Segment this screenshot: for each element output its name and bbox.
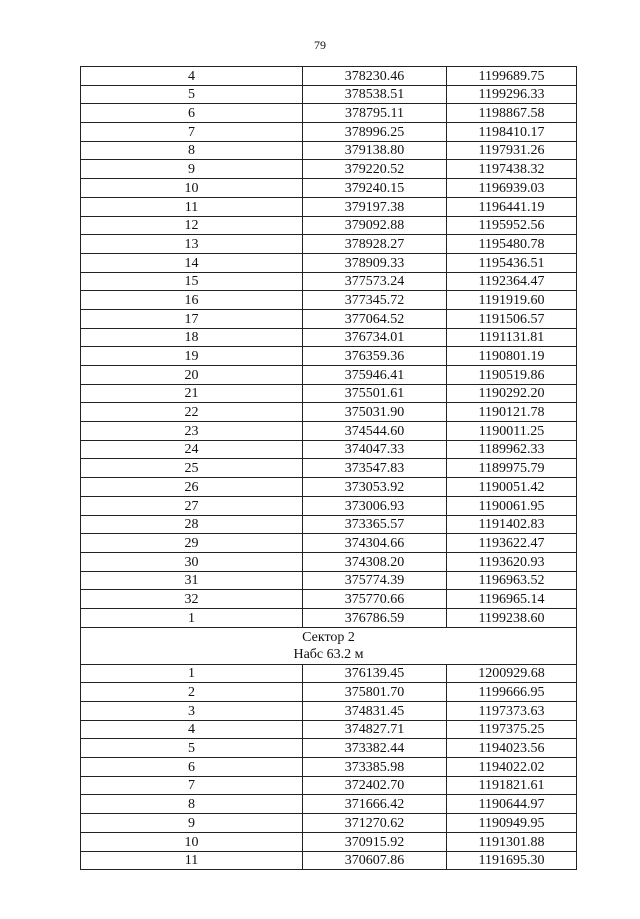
- y-coordinate-cell: 1190801.19: [447, 347, 577, 366]
- point-number-cell: 13: [81, 235, 303, 254]
- y-coordinate-cell: 1190519.86: [447, 366, 577, 385]
- point-number-cell: 2: [81, 683, 303, 702]
- point-number-cell: 11: [81, 851, 303, 870]
- x-coordinate-cell: 376786.59: [303, 608, 447, 627]
- y-coordinate-cell: 1198410.17: [447, 123, 577, 142]
- point-number-cell: 10: [81, 179, 303, 198]
- x-coordinate-cell: 372402.70: [303, 776, 447, 795]
- x-coordinate-cell: 375801.70: [303, 683, 447, 702]
- y-coordinate-cell: 1199238.60: [447, 608, 577, 627]
- x-coordinate-cell: 374308.20: [303, 552, 447, 571]
- x-coordinate-cell: 374831.45: [303, 702, 447, 721]
- point-number-cell: 3: [81, 702, 303, 721]
- table-row: [81, 552, 577, 571]
- y-coordinate-cell: 1191131.81: [447, 328, 577, 347]
- point-number-cell: 5: [81, 739, 303, 758]
- x-coordinate-cell: 370607.86: [303, 851, 447, 870]
- table-row: [81, 515, 577, 534]
- table-row: [81, 272, 577, 291]
- point-number-cell: 9: [81, 160, 303, 179]
- x-coordinate-cell: 377573.24: [303, 272, 447, 291]
- x-coordinate-cell: 375774.39: [303, 571, 447, 590]
- point-number-cell: 19: [81, 347, 303, 366]
- y-coordinate-cell: 1190644.97: [447, 795, 577, 814]
- x-coordinate-cell: 378996.25: [303, 123, 447, 142]
- table-row: [81, 309, 577, 328]
- point-number-cell: 32: [81, 590, 303, 609]
- sector-2-rows: [81, 664, 577, 870]
- y-coordinate-cell: 1195480.78: [447, 235, 577, 254]
- table-row: [81, 664, 577, 683]
- sector-2-header-row: [81, 627, 577, 664]
- y-coordinate-cell: 1191402.83: [447, 515, 577, 534]
- y-coordinate-cell: 1191301.88: [447, 832, 577, 851]
- table-row: [81, 608, 577, 627]
- y-coordinate-cell: 1199296.33: [447, 85, 577, 104]
- x-coordinate-cell: 376734.01: [303, 328, 447, 347]
- table-row: [81, 851, 577, 870]
- y-coordinate-cell: 1194023.56: [447, 739, 577, 758]
- y-coordinate-cell: 1197931.26: [447, 141, 577, 160]
- y-coordinate-cell: 1189962.33: [447, 440, 577, 459]
- y-coordinate-cell: 1197373.63: [447, 702, 577, 721]
- point-number-cell: 24: [81, 440, 303, 459]
- table-row: [81, 496, 577, 515]
- y-coordinate-cell: 1199689.75: [447, 67, 577, 86]
- x-coordinate-cell: 376139.45: [303, 664, 447, 683]
- x-coordinate-cell: 377345.72: [303, 291, 447, 310]
- y-coordinate-cell: 1192364.47: [447, 272, 577, 291]
- x-coordinate-cell: 373006.93: [303, 496, 447, 515]
- y-coordinate-cell: 1189975.79: [447, 459, 577, 478]
- table-row: [81, 366, 577, 385]
- point-number-cell: 4: [81, 67, 303, 86]
- point-number-cell: 12: [81, 216, 303, 235]
- x-coordinate-cell: 379197.38: [303, 197, 447, 216]
- x-coordinate-cell: 373382.44: [303, 739, 447, 758]
- point-number-cell: 9: [81, 814, 303, 833]
- x-coordinate-cell: 378928.27: [303, 235, 447, 254]
- x-coordinate-cell: 379138.80: [303, 141, 447, 160]
- table-row: [81, 814, 577, 833]
- table-row: [81, 534, 577, 553]
- point-number-cell: 6: [81, 104, 303, 123]
- point-number-cell: 18: [81, 328, 303, 347]
- table-row: [81, 384, 577, 403]
- table-row: [81, 67, 577, 86]
- point-number-cell: 31: [81, 571, 303, 590]
- point-number-cell: 30: [81, 552, 303, 571]
- x-coordinate-cell: 374304.66: [303, 534, 447, 553]
- point-number-cell: 11: [81, 197, 303, 216]
- point-number-cell: 15: [81, 272, 303, 291]
- point-number-cell: 14: [81, 253, 303, 272]
- point-number-cell: 8: [81, 795, 303, 814]
- table-row: [81, 739, 577, 758]
- table-row: [81, 160, 577, 179]
- y-coordinate-cell: 1190011.25: [447, 422, 577, 441]
- y-coordinate-cell: 1190061.95: [447, 496, 577, 515]
- table-row: [81, 702, 577, 721]
- x-coordinate-cell: 373365.57: [303, 515, 447, 534]
- x-coordinate-cell: 375946.41: [303, 366, 447, 385]
- y-coordinate-cell: 1194022.02: [447, 758, 577, 777]
- table-row: [81, 291, 577, 310]
- x-coordinate-cell: 378795.11: [303, 104, 447, 123]
- table-row: [81, 478, 577, 497]
- point-number-cell: 1: [81, 608, 303, 627]
- sector-1-rows: [81, 67, 577, 628]
- point-number-cell: 21: [81, 384, 303, 403]
- y-coordinate-cell: 1191821.61: [447, 776, 577, 795]
- table-row: [81, 104, 577, 123]
- x-coordinate-cell: 375031.90: [303, 403, 447, 422]
- point-number-cell: 4: [81, 720, 303, 739]
- y-coordinate-cell: 1200929.68: [447, 664, 577, 683]
- x-coordinate-cell: 377064.52: [303, 309, 447, 328]
- y-coordinate-cell: 1193622.47: [447, 534, 577, 553]
- y-coordinate-cell: 1191919.60: [447, 291, 577, 310]
- table-row: [81, 328, 577, 347]
- point-number-cell: 1: [81, 664, 303, 683]
- table-row: [81, 683, 577, 702]
- x-coordinate-cell: 374827.71: [303, 720, 447, 739]
- table-row: [81, 85, 577, 104]
- table-row: [81, 832, 577, 851]
- y-coordinate-cell: 1196965.14: [447, 590, 577, 609]
- y-coordinate-cell: 1195436.51: [447, 253, 577, 272]
- y-coordinate-cell: 1193620.93: [447, 552, 577, 571]
- table-row: [81, 422, 577, 441]
- x-coordinate-cell: 371270.62: [303, 814, 447, 833]
- y-coordinate-cell: 1197375.25: [447, 720, 577, 739]
- point-number-cell: 28: [81, 515, 303, 534]
- x-coordinate-cell: 378230.46: [303, 67, 447, 86]
- table-row: [81, 590, 577, 609]
- point-number-cell: 27: [81, 496, 303, 515]
- table-row: [81, 795, 577, 814]
- table-row: [81, 720, 577, 739]
- point-number-cell: 20: [81, 366, 303, 385]
- x-coordinate-cell: 379240.15: [303, 179, 447, 198]
- table-row: [81, 179, 577, 198]
- y-coordinate-cell: 1196939.03: [447, 179, 577, 198]
- point-number-cell: 5: [81, 85, 303, 104]
- y-coordinate-cell: 1199666.95: [447, 683, 577, 702]
- y-coordinate-cell: 1197438.32: [447, 160, 577, 179]
- y-coordinate-cell: 1190121.78: [447, 403, 577, 422]
- table-row: [81, 216, 577, 235]
- x-coordinate-cell: 374544.60: [303, 422, 447, 441]
- x-coordinate-cell: 379220.52: [303, 160, 447, 179]
- point-number-cell: 29: [81, 534, 303, 553]
- x-coordinate-cell: 379092.88: [303, 216, 447, 235]
- x-coordinate-cell: 376359.36: [303, 347, 447, 366]
- table-row: [81, 347, 577, 366]
- y-coordinate-cell: 1190292.20: [447, 384, 577, 403]
- x-coordinate-cell: 375770.66: [303, 590, 447, 609]
- table-row: [81, 197, 577, 216]
- x-coordinate-cell: 375501.61: [303, 384, 447, 403]
- point-number-cell: 10: [81, 832, 303, 851]
- y-coordinate-cell: 1196441.19: [447, 197, 577, 216]
- point-number-cell: 22: [81, 403, 303, 422]
- table-row: [81, 459, 577, 478]
- table-row: [81, 440, 577, 459]
- sector-2-header: [81, 627, 577, 664]
- table-row: [81, 253, 577, 272]
- y-coordinate-cell: 1190949.95: [447, 814, 577, 833]
- table-row: [81, 776, 577, 795]
- y-coordinate-cell: 1196963.52: [447, 571, 577, 590]
- sector-height: Набс 63.2 м: [293, 646, 364, 662]
- table-row: [81, 758, 577, 777]
- point-number-cell: 16: [81, 291, 303, 310]
- point-number-cell: 25: [81, 459, 303, 478]
- x-coordinate-cell: 378909.33: [303, 253, 447, 272]
- point-number-cell: 17: [81, 309, 303, 328]
- x-coordinate-cell: 371666.42: [303, 795, 447, 814]
- x-coordinate-cell: 373385.98: [303, 758, 447, 777]
- table-row: [81, 123, 577, 142]
- y-coordinate-cell: 1198867.58: [447, 104, 577, 123]
- table-row: [81, 403, 577, 422]
- y-coordinate-cell: 1190051.42: [447, 478, 577, 497]
- point-number-cell: 23: [81, 422, 303, 441]
- table-row: [81, 571, 577, 590]
- x-coordinate-cell: 373053.92: [303, 478, 447, 497]
- point-number-cell: 8: [81, 141, 303, 160]
- point-number-cell: 7: [81, 776, 303, 795]
- table-row: [81, 141, 577, 160]
- page-number: 79: [314, 38, 326, 52]
- table-row: [81, 235, 577, 254]
- x-coordinate-cell: 373547.83: [303, 459, 447, 478]
- coordinates-table: [80, 66, 577, 870]
- sector-header-cell: [81, 627, 577, 664]
- point-number-cell: 6: [81, 758, 303, 777]
- point-number-cell: 7: [81, 123, 303, 142]
- point-number-cell: 26: [81, 478, 303, 497]
- x-coordinate-cell: 370915.92: [303, 832, 447, 851]
- x-coordinate-cell: 374047.33: [303, 440, 447, 459]
- x-coordinate-cell: 378538.51: [303, 85, 447, 104]
- y-coordinate-cell: 1195952.56: [447, 216, 577, 235]
- sector-title: Сектор 2: [302, 629, 355, 645]
- y-coordinate-cell: 1191695.30: [447, 851, 577, 870]
- y-coordinate-cell: 1191506.57: [447, 309, 577, 328]
